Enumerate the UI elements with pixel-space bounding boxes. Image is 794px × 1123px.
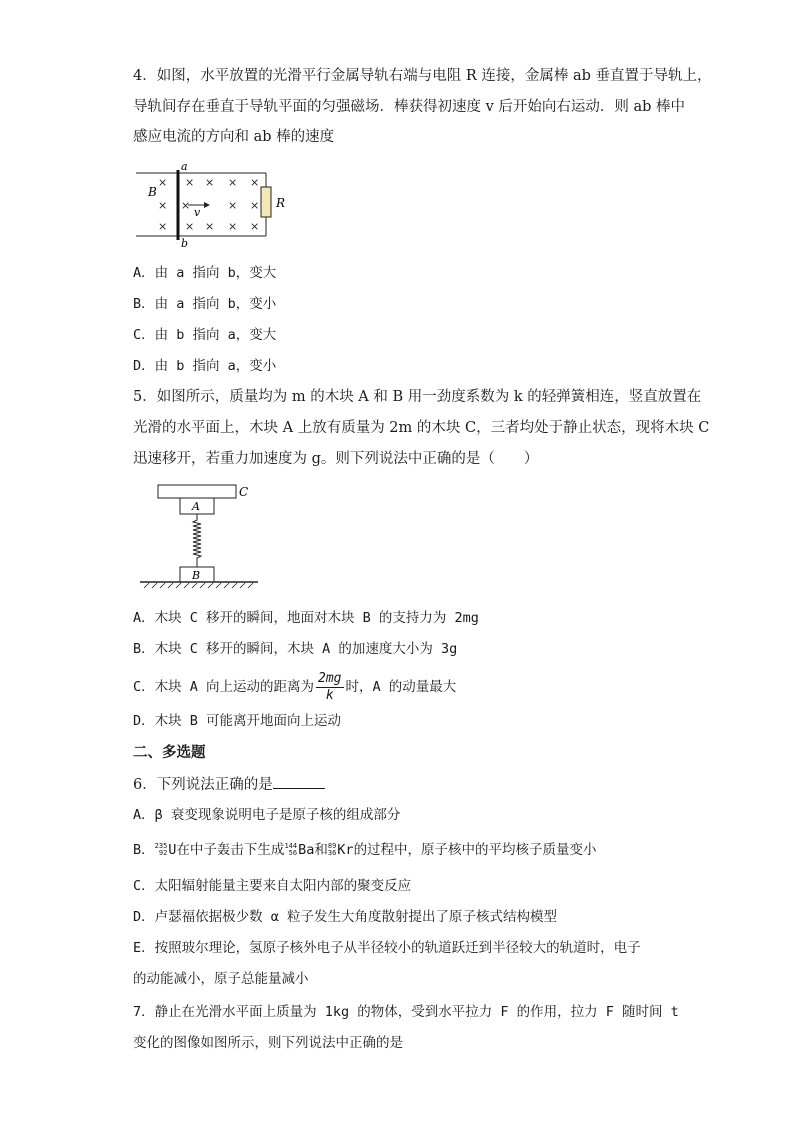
svg-text:×: × [205, 220, 215, 233]
svg-text:×: × [185, 220, 195, 233]
label-c: C [239, 485, 249, 499]
label-v: v [194, 206, 201, 219]
resistor-r [261, 187, 271, 217]
fraction-numerator: 2mg [318, 670, 342, 686]
svg-text:×: × [228, 199, 238, 212]
q5-option-b: B．木块 C 移开的瞬间，木块 A 的加速度大小为 3g [133, 641, 458, 657]
q4-option-c: C．由 b 指向 a，变大 [133, 327, 277, 343]
q6-option-b-mid: 在中子轰击下生成 [176, 842, 285, 858]
q6-option-b-and: 和 [314, 842, 328, 858]
nuclide-ba144: 144 56 Ba [284, 842, 315, 858]
svg-text:×: × [250, 199, 260, 212]
q6-option-b-pre: B． [133, 842, 155, 858]
q6-option-b-post: 的过程中，原子核中的平均核子质量变小 [353, 842, 597, 858]
label-a: a [181, 160, 188, 173]
q5-option-c-pre: C．木块 A 向上运动的距离为 [133, 679, 315, 695]
q5-option-c [133, 670, 456, 704]
q7-stem-line1: 7．静止在光滑水平面上质量为 1kg 的物体，受到水平拉力 F 的作用，拉力 F 随时间 t [133, 1004, 679, 1020]
label-a: A [192, 500, 200, 513]
q4-option-a: A．由 a 指向 b，变大 [133, 265, 277, 281]
fraction-denominator: k [325, 687, 334, 703]
spring [193, 514, 201, 567]
svg-text:×: × [185, 176, 195, 189]
svg-text:×: × [158, 199, 168, 212]
q5-stem-line1: 5．如图所示，质量均为 m 的木块 A 和 B 用一劲度系数为 k 的轻弹簧相连，竖直放置在 [133, 389, 702, 405]
q5-stem-line2: 光滑的水平面上，木块 A 上放有质量为 2m 的木块 C，三者均处于静止状态，现将木块 C [133, 420, 710, 436]
nuclide-kr89: 89 36 Kr [327, 842, 354, 858]
svg-text:×: × [158, 176, 168, 189]
q5-option-c-post: 时，A 的动量最大 [345, 679, 457, 695]
ground-hatch [144, 583, 253, 588]
q4-stem-line2: 导轨间存在垂直于导轨平面的匀强磁场．棒获得初速度 v 后开始向右运动．则 ab 棒中 [133, 99, 686, 115]
q6-option-d: D．卢瑟福依据极少数 α 粒子发生大角度散射提出了原子核式结构模型 [133, 909, 558, 925]
q6-option-a: A．β 衰变现象说明电子是原子核的组成部分 [133, 807, 401, 823]
svg-text:×: × [250, 220, 260, 233]
label-b: b [181, 237, 189, 250]
q4-option-d: D．由 b 指向 a，变小 [133, 358, 277, 374]
q6-option-e-line2: 的动能减小，原子总能量减小 [133, 971, 309, 987]
q4-stem-line3: 感应电流的方向和 ab 棒的速度 [133, 129, 335, 145]
svg-text:×: × [181, 199, 191, 212]
nuclide-u235: 235 92 U [154, 842, 177, 858]
q6-option-e-line1: E．按照玻尔理论，氢原子核外电子从半径较小的轨道跃迁到半径较大的轨道时，电子 [133, 940, 641, 956]
label-field-b: B [148, 185, 157, 199]
section-title-multi-choice: 二、多选题 [133, 745, 206, 761]
label-r: R [276, 196, 286, 210]
q5-spring-figure [138, 480, 268, 592]
q5-stem-line3: 迅速移开，若重力加速度为 g。则下列说法中正确的是（ ） [133, 451, 539, 467]
q6-stem-text: 6．下列说法正确的是 [133, 777, 273, 793]
q5-option-a: A．木块 C 移开的瞬间，地面对木块 B 的支持力为 2mg [133, 610, 479, 626]
svg-text:×: × [228, 176, 238, 189]
svg-text:×: × [158, 220, 168, 233]
answer-blank [273, 774, 325, 789]
q6-option-b [133, 840, 597, 860]
q6-option-c: C．太阳辐射能量主要来自太阳内部的聚变反应 [133, 878, 412, 894]
q7-stem-line2: 变化的图像如图所示，则下列说法中正确的是 [133, 1035, 403, 1051]
q4-circuit-figure [130, 160, 290, 252]
svg-text:×: × [205, 176, 215, 189]
q4-option-b: B．由 a 指向 b，变小 [133, 296, 277, 312]
q4-stem-line1: 4．如图，水平放置的光滑平行金属导轨右端与电阻 R 连接，金属棒 ab 垂直置于导轨上， [133, 68, 712, 84]
q6-stem [133, 774, 325, 795]
fraction-2mg-over-k [316, 671, 343, 704]
svg-text:×: × [250, 176, 260, 189]
svg-text:×: × [228, 220, 238, 233]
q5-option-d: D．木块 B 可能离开地面向上运动 [133, 713, 342, 729]
block-c [158, 485, 236, 498]
label-b: B [192, 569, 201, 582]
